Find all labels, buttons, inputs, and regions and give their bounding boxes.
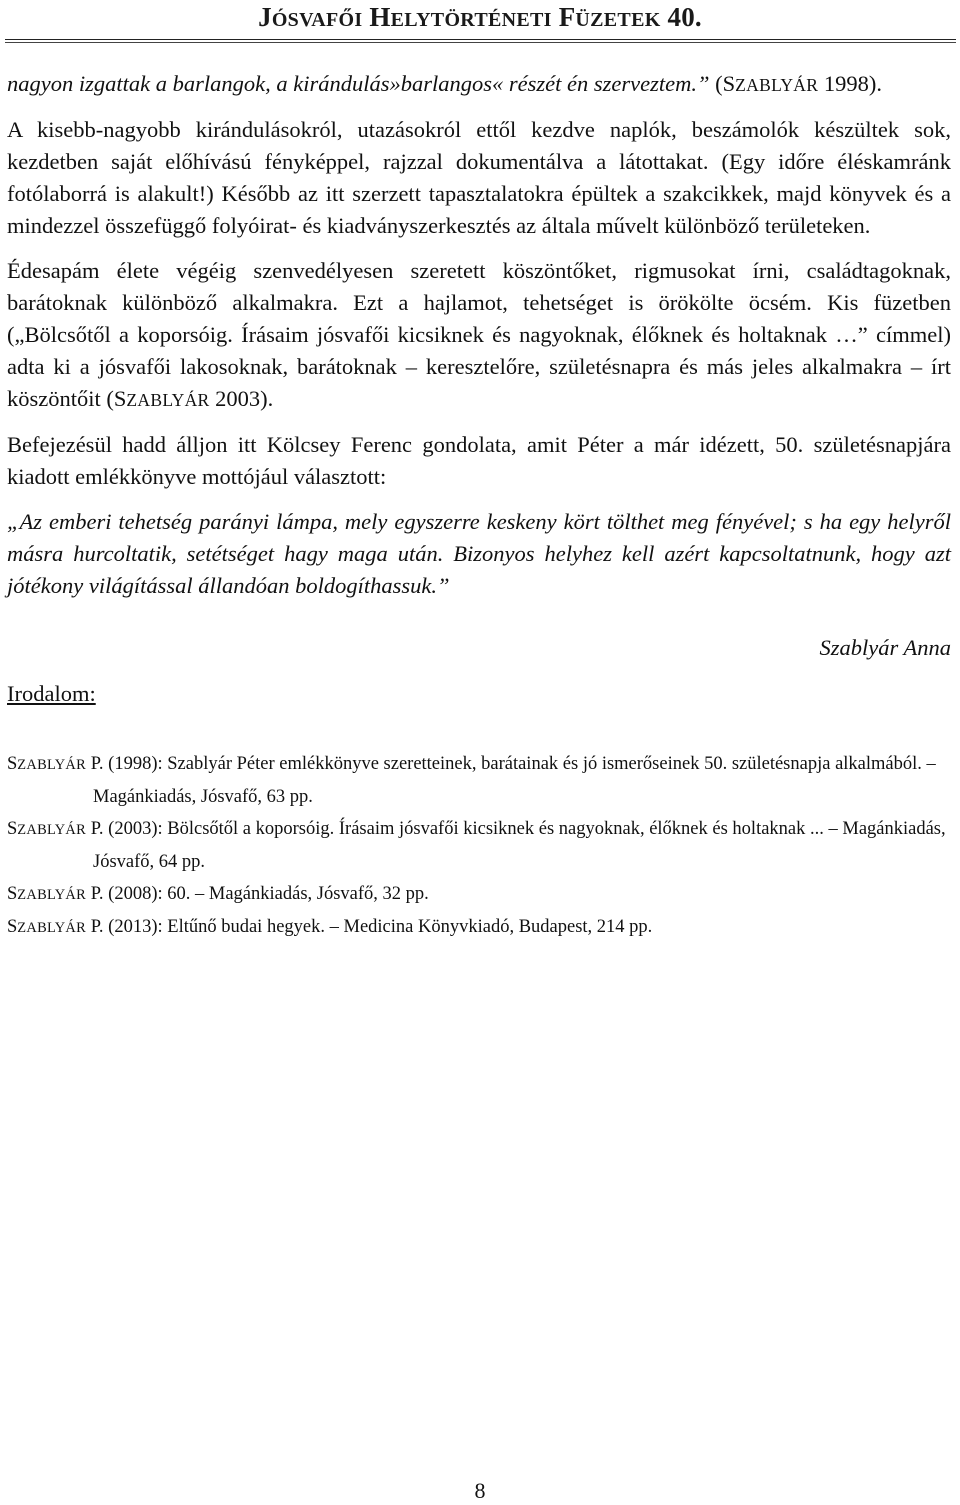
ref-text: P. (1998): Szablyár Péter emlékkönyve szeretteinek, barátainak és jó ismerőseinek 50. születésnapja alkalmából. – Magánkiadás, Jósvafő, 63 pp.: [86, 754, 936, 807]
header-smallcaps: ÜZETEK: [575, 9, 661, 31]
paragraph-text: Édesapám élete végéig szenvedélyesen szeretett köszöntőket, rigmusokat írni, családtagoknak, barátoknak különböző alkalmakra. Ezt a hajlamot, tehetséget is örökölte öcsém. Kis füzetben („Bölcsőtől a koporsóig. Írásaim jósvafői kicsiknek és nagyoknak, élőknek és holtaknak …” címmel) adta ki a jósvafői lakosoknak, barátoknak – keresztelőre, születésnapra és más jeles alkalmakra – írt köszöntőit: [7, 258, 951, 411]
ref-text: P. (2013): Eltűnő budai hegyek. – Medicina Könyvkiadó, Budapest, 214 pp.: [86, 917, 653, 937]
page-number: 8: [474, 1478, 486, 1503]
ref-author-initial: S: [7, 884, 18, 904]
ref-author-initial: S: [7, 754, 18, 774]
ref-author: ZABLYÁR: [17, 887, 87, 903]
reference-list: [7, 748, 951, 944]
kolcsey-quote: „Az emberi tehetség parányi lámpa, mely egyszerre keskeny kört tölthet meg fényével; s ha egy helyről másra hurcoltatik, setétséget hagy maga után. Bizonyos helyhez kell azért kapcsoltatnunk, hogy azt jótékony világítással állandóan boldogíthassuk.”: [7, 509, 951, 598]
header-smallcaps: ÓSVAFŐI: [271, 9, 363, 31]
reference-item: [7, 878, 951, 911]
citation-year: 2003).: [209, 386, 274, 411]
author-signature: Szablyár Anna: [819, 635, 951, 660]
quoted-text: nagyon izgattak a barlangok, a kirándulás»barlangos« részét én szerveztem.”: [7, 71, 710, 96]
reference-item: [7, 748, 951, 813]
citation-open: (S: [715, 71, 736, 96]
header-letter: J: [258, 2, 272, 32]
article-body: [7, 68, 951, 944]
citation-year: 1998).: [818, 71, 882, 96]
header-issue-number: 40.: [667, 2, 702, 32]
header-rule: [5, 39, 956, 40]
header-letter: H: [369, 2, 391, 32]
paragraph-greetings: [7, 255, 951, 416]
header-letter: F: [558, 2, 576, 32]
ref-text: P. (2003): Bölcsőtől a koporsóig. Írásaim jósvafői kicsiknek és nagyoknak, élőknek és holtaknak ... – Magánkiadás, Jósvafő, 64 pp.: [86, 819, 946, 872]
ref-author-initial: S: [7, 819, 18, 839]
ref-author: ZABLYÁR: [17, 920, 87, 936]
paragraph-conclusion: Befejezésül hadd álljon itt Kölcsey Ferenc gondolata, amit Péter a már idézett, 50. születésnapjára kiadott emlékkönyve mottójául választott:: [7, 432, 951, 489]
literature-heading: Irodalom:: [7, 681, 96, 706]
paragraph-quote-end: [7, 68, 951, 101]
reference-item: [7, 911, 951, 944]
ref-text: P. (2008): 60. – Magánkiadás, Jósvafő, 32 pp.: [86, 884, 429, 904]
header-rule-thin: [5, 42, 956, 43]
header-smallcaps: ELYTÖRTÉNETI: [390, 9, 552, 31]
citation-open: (S: [106, 386, 127, 411]
citation-author: ZABLYÁR: [735, 75, 819, 95]
running-header: [0, 2, 960, 33]
ref-author: ZABLYÁR: [17, 757, 87, 773]
paragraph-diaries: A kisebb-nagyobb kirándulásokról, utazásokról ettől kezdve naplók, beszámolók készültek sok, kezdetben saját előhívású fényképpel, rajzzal dokumentálva a látottakat. (Egy időre éléskamránk fotólaborrá is alakult!) Később az itt szerzett tapasztalatokra épültek a szakcikkek, majd könyvek és a mindezzel összefüggő folyóirat- és kiadványszerkesztés az általa művelt különböző területeken.: [7, 117, 951, 238]
citation-author: ZABLYÁR: [126, 390, 210, 410]
ref-author-initial: S: [7, 917, 18, 937]
reference-item: [7, 813, 951, 878]
ref-author: ZABLYÁR: [17, 822, 87, 838]
